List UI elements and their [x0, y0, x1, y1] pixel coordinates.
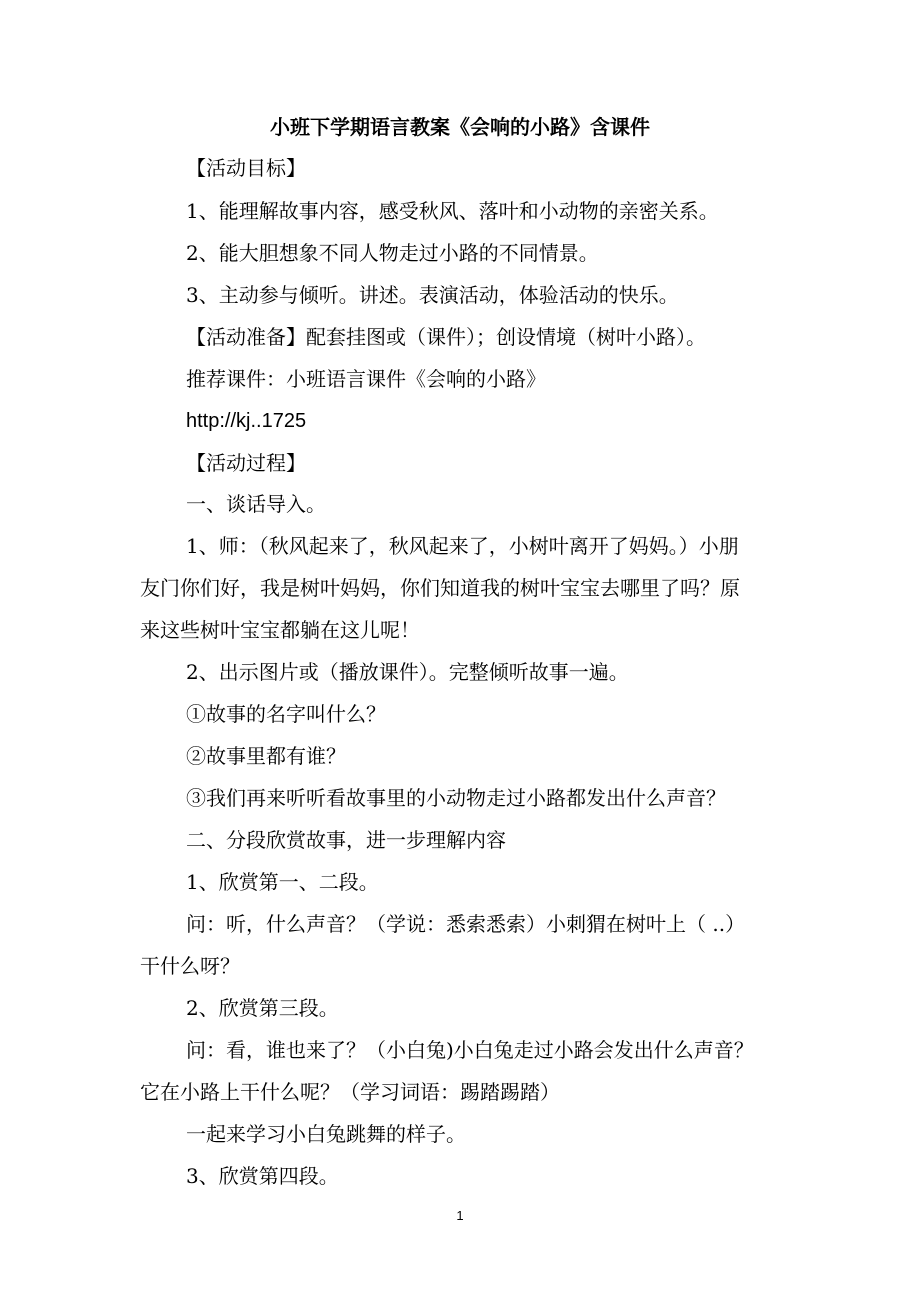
paragraph-line: 来这些树叶宝宝都躺在这儿呢！: [140, 618, 420, 642]
question-item: ③我们再来听听看故事里的小动物走过小路都发出什么声音？: [186, 786, 726, 810]
paragraph-line: 1、欣赏第一、二段。: [186, 870, 379, 894]
goal-item-1: 1、能理解故事内容，感受秋风、落叶和小动物的亲密关系。: [186, 199, 719, 223]
page-number: 1: [456, 1208, 464, 1223]
paragraph-line: 干什么呀？: [140, 954, 240, 978]
paragraph-line: 3、欣赏第四段。: [186, 1164, 339, 1188]
section-heading-goals: 【活动目标】: [186, 156, 306, 180]
preparation-line: 【活动准备】配套挂图或（课件）；创设情境（树叶小路）。: [186, 325, 706, 349]
paragraph-line: 它在小路上干什么呢？（学习词语：踢踏踢踏）: [140, 1080, 560, 1104]
question-item: ①故事的名字叫什么？: [186, 702, 386, 726]
paragraph-line: 一起来学习小白兔跳舞的样子。: [186, 1122, 466, 1146]
goal-item-2: 2、能大胆想象不同人物走过小路的不同情景。: [186, 241, 599, 265]
goal-item-3: 3、主动参与倾听。讲述。表演活动，体验活动的快乐。: [186, 283, 679, 307]
paragraph-line: 1、师：（秋风起来了，秋风起来了，小树叶离开了妈妈。）小朋: [186, 534, 739, 558]
paragraph-line: 问：听，什么声音？（学说：悉索悉索）小刺猬在树叶上（ ..）: [186, 912, 746, 936]
paragraph-line: 2、欣赏第三段。: [186, 996, 339, 1020]
paragraph-line: 2、出示图片或（播放课件）。完整倾听故事一遍。: [186, 660, 629, 684]
document-title: 小班下学期语言教案《会响的小路》含课件: [270, 115, 650, 139]
recommended-courseware: 推荐课件：小班语言课件《会响的小路》: [186, 367, 546, 391]
process-step-2-heading: 二、分段欣赏故事，进一步理解内容: [186, 828, 506, 852]
section-heading-process: 【活动过程】: [186, 451, 306, 475]
question-item: ②故事里都有谁？: [186, 744, 346, 768]
paragraph-line: 问：看，谁也来了？（小白兔)小白兔走过小路会发出什么声音？: [186, 1038, 754, 1062]
courseware-link[interactable]: http://kj..1725: [186, 410, 307, 432]
process-step-1-heading: 一、谈话导入。: [186, 492, 326, 516]
paragraph-line: 友门你们好，我是树叶妈妈，你们知道我的树叶宝宝去哪里了吗？原: [140, 576, 740, 600]
